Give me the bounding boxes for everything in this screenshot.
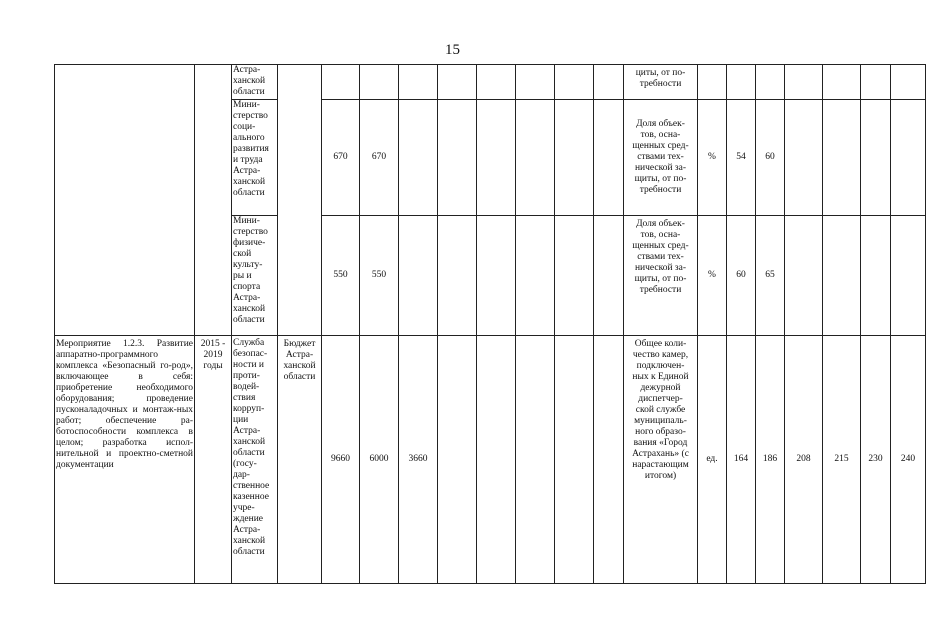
source-cell [278, 65, 322, 336]
unit-cell: % [698, 216, 727, 336]
org-cell: Мини- стерство соци- ального развития и труда Астра- ханской области [232, 100, 278, 216]
value-2019-cell: 240 [891, 336, 926, 584]
year-2016-cell: 3660 [399, 336, 438, 584]
value-2015-cell: 60 [756, 100, 785, 216]
value-2015-cell: 186 [756, 336, 785, 584]
org-cell: Служба безопас- ности и проти- водей- ствия корруп- ции Астра- ханской области (госу- дар- ственное казенное учре- ждение Астра- ханской области [232, 336, 278, 584]
org-cell: Мини- стерство физиче- ской культу- ры и спорта Астра- ханской области [232, 216, 278, 336]
value-2015-cell: 65 [756, 216, 785, 336]
indicator-cell: Общее коли- чество камер, подключен- ных к Единой дежурной диспетчер- ской службе муниципаль- ного образо- вания «Город Астрахань» (с нарастающим итогом) [624, 336, 698, 584]
table-row [55, 336, 926, 584]
unit-cell: % [698, 100, 727, 216]
base-value-cell: 54 [727, 100, 756, 216]
base-value-cell: 164 [727, 336, 756, 584]
period-cell [195, 65, 232, 336]
indicator-cell: Доля объек- тов, осна- щенных сред- ствами тех- нической за- щиты, от по- требности [624, 216, 698, 336]
page-number: 15 [445, 42, 460, 58]
measure-cell: Мероприятие 1.2.3. Развитие аппаратно-программного комплекса «Безопасный го-род», включающее в себя: приобретение необходимого оборудования; проведение пусконаладочных и монтаж-ных работ; обеспечение ра-ботоспособности комплекса в целом; разработка испол-нительной и проектно-сметной документации [55, 336, 195, 584]
total-cell: 670 [322, 100, 360, 216]
period-cell: 2015 - 2019 годы [195, 336, 232, 584]
source-cell: Бюджет Астра- ханской области [278, 336, 322, 584]
base-value-cell: 60 [727, 216, 756, 336]
year-2015-cell: 6000 [360, 336, 399, 584]
indicator-cell: Доля объек- тов, осна- щенных сред- ствами тех- нической за- щиты, от по- требности [624, 100, 698, 216]
unit-cell: ед. [698, 336, 727, 584]
measure-cell [55, 65, 195, 336]
program-table [54, 64, 926, 584]
total-cell: 9660 [322, 336, 360, 584]
value-2018-cell: 230 [861, 336, 891, 584]
value-2017-cell: 215 [823, 336, 861, 584]
table-row [55, 65, 926, 100]
year-2015-cell: 550 [360, 216, 399, 336]
indicator-cell: циты, от по- требности [624, 65, 698, 100]
org-cell: Астра- ханской области [232, 65, 278, 100]
total-cell: 550 [322, 216, 360, 336]
year-2015-cell: 670 [360, 100, 399, 216]
value-2016-cell: 208 [785, 336, 823, 584]
